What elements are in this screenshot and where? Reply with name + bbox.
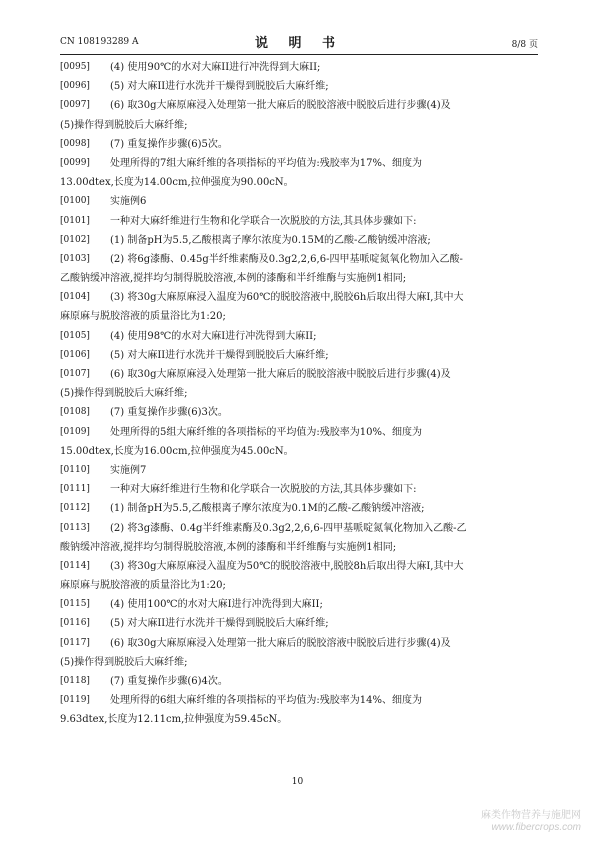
text-line [60,461,538,480]
document-body [60,58,538,730]
paragraph-number: [0095] [60,62,90,72]
paragraph-continuation: 乙酸钠缓冲溶液,搅拌均匀制得脱胶溶液,本例的漆酶和半纤维酶与实施例1相同; [60,273,407,285]
text-line [60,154,538,173]
paragraph-continuation: 麻原麻与脱胶溶液的质量浴比为1:20; [60,580,226,592]
text-line [60,614,538,633]
paragraph-text: (6) 取30g大麻原麻浸入处理第一批大麻后的脱胶溶液中脱胶后进行步骤(4)及 [110,100,451,112]
paragraph-text: (7) 重复操作步骤(6)4次。 [110,676,228,687]
text-line [60,691,538,710]
text-line [60,557,538,576]
paragraph-number: [0105] [60,330,90,341]
watermark [481,810,581,834]
paragraph-number: [0111] [60,484,90,495]
text-line [60,653,538,672]
paragraph-number: [0101] [60,215,90,226]
paragraph-number: [0118] [60,676,90,686]
page-number: 10 [291,777,304,787]
header-divider [60,54,538,55]
text-line [60,231,538,250]
text-line [60,96,538,115]
text-line [60,634,538,653]
paragraph-number: [0114] [60,560,90,571]
text-line [60,442,538,461]
paragraph-text: (3) 将30g大麻原麻浸入温度为60℃的脱胶溶液中,脱胶6h后取出得大麻I,其中大 [110,292,464,304]
text-line [60,595,538,614]
text-line [60,423,538,442]
paragraph-number: [0098] [60,138,90,149]
paragraph-number: [0107] [60,369,90,379]
paragraph-text: (2) 将3g漆酶、0.4g半纤维素酶及0.3g2,2,6,6-四甲基哌啶氮氧化物加入乙酸-乙 [110,522,467,534]
paragraph-continuation: (5)操作得到脱胶后大麻纤维; [60,388,188,400]
page-indicator: 8/8 页 [511,40,538,50]
paragraph-text: (5) 对大麻II进行水洗并干燥得到脱胶后大麻纤维; [110,81,329,93]
text-line [60,672,538,691]
text-line [60,307,538,326]
text-line [60,327,538,346]
paragraph-text: (5) 对大麻II进行水洗并干燥得到脱胶后大麻纤维; [110,618,329,630]
paragraph-text: (4) 使用100℃的水对大麻I进行冲洗得到大麻II; [110,599,323,611]
paragraph-number: [0099] [60,157,90,168]
text-line [60,499,538,518]
paragraph-text: 一种对大麻纤维进行生物和化学联合一次脱胶的方法,其具体步骤如下: [110,215,417,227]
paragraph-text: 处理所得的7组大麻纤维的各项指标的平均值为:残胶率为17%、细度为 [110,157,422,169]
paragraph-number: [0104] [60,292,90,303]
paragraph-number: [0110] [60,464,90,475]
document-title: 说 明 书 [254,36,344,51]
text-line [60,288,538,307]
text-line [60,192,538,211]
paragraph-number: [0103] [60,253,90,264]
paragraph-text: (1) 制备pH为5.5,乙酸根离子摩尔浓度为0.1M的乙酸-乙酸钠缓冲溶液; [110,503,425,515]
paragraph-continuation: (5)操作得到脱胶后大麻纤维; [60,656,188,668]
text-line [60,403,538,422]
paragraph-number: [0116] [60,618,90,629]
watermark-name: 麻类作物营养与施肥网 [481,810,581,821]
paragraph-text: (6) 取30g大麻原麻浸入处理第一批大麻后的脱胶溶液中脱胶后进行步骤(4)及 [110,369,451,380]
paragraph-text: (6) 取30g大麻原麻浸入处理第一批大麻后的脱胶溶液中脱胶后进行步骤(4)及 [110,637,451,649]
paragraph-text: 实施例7 [110,464,147,476]
text-line [60,519,538,538]
text-line [60,346,538,365]
paragraph-number: [0117] [60,637,90,648]
paragraph-text: (7) 重复操作步骤(6)5次。 [110,138,228,150]
text-line [60,173,538,192]
paragraph-text: (1) 制备pH为5.5,乙酸根离子摩尔浓度为0.15M的乙酸-乙酸钠缓冲溶液; [110,234,431,246]
paragraph-continuation: 15.00dtex,长度为16.00cm,拉伸强度为45.00cN。 [60,445,294,457]
text-line [60,576,538,595]
paragraph-text: 实施例6 [110,196,147,208]
text-line [60,58,538,77]
text-line [60,250,538,269]
paragraph-continuation: 酸钠缓冲溶液,搅拌均匀制得脱胶溶液,本例的漆酶和半纤维酶与实施例1相同; [60,541,397,553]
paragraph-number: [0096] [60,81,90,92]
paragraph-text: (4) 使用90℃的水对大麻II进行冲洗得到大麻II; [110,62,321,73]
patent-number: CN 108193289 A [60,37,139,47]
document-header [60,30,538,52]
paragraph-number: [0113] [60,522,90,533]
paragraph-text: 处理所得的6组大麻纤维的各项指标的平均值为:残胶率为14%、细度为 [110,695,422,707]
paragraph-number: [0102] [60,234,90,245]
text-line [60,135,538,154]
paragraph-number: [0109] [60,426,90,437]
paragraph-number: [0097] [60,100,90,111]
paragraph-number: [0115] [60,599,90,610]
paragraph-continuation: 13.00dtex,长度为14.00cm,拉伸强度为90.00cN。 [60,177,294,189]
paragraph-number: [0100] [60,196,90,207]
text-line [60,710,538,729]
paragraph-text: 一种对大麻纤维进行生物和化学联合一次脱胶的方法,其具体步骤如下: [110,484,417,496]
paragraph-text: (3) 将30g大麻原麻浸入温度为50℃的脱胶溶液中,脱胶8h后取出得大麻I,其中大 [110,560,464,572]
text-line [60,269,538,288]
paragraph-text: (4) 使用98℃的水对大麻I进行冲洗得到大麻II; [110,330,317,342]
text-line [60,480,538,499]
paragraph-continuation: 9.63dtex,长度为12.11cm,拉伸强度为59.45cN。 [60,714,288,726]
paragraph-number: [0119] [60,695,90,706]
text-line [60,538,538,557]
paragraph-continuation: 麻原麻与脱胶溶液的质量浴比为1:20; [60,311,226,323]
paragraph-number: [0108] [60,407,90,418]
text-line [60,365,538,384]
text-line [60,116,538,135]
watermark-url: www.fibercrops.com [491,822,581,833]
text-line [60,77,538,96]
paragraph-continuation: (5)操作得到脱胶后大麻纤维; [60,119,188,131]
paragraph-text: 处理所得的5组大麻纤维的各项指标的平均值为:残胶率为10%、细度为 [110,426,422,438]
paragraph-text: (7) 重复操作步骤(6)3次。 [110,407,228,419]
paragraph-number: [0112] [60,503,90,514]
text-line [60,384,538,403]
paragraph-text: (2) 将6g漆酶、0.45g半纤维素酶及0.3g2,2,6,6-四甲基哌啶氮氧化物加入乙酸- [110,253,463,265]
paragraph-text: (5) 对大麻II进行水洗并干燥得到脱胶后大麻纤维; [110,349,329,361]
text-line [60,212,538,231]
paragraph-number: [0106] [60,349,90,360]
